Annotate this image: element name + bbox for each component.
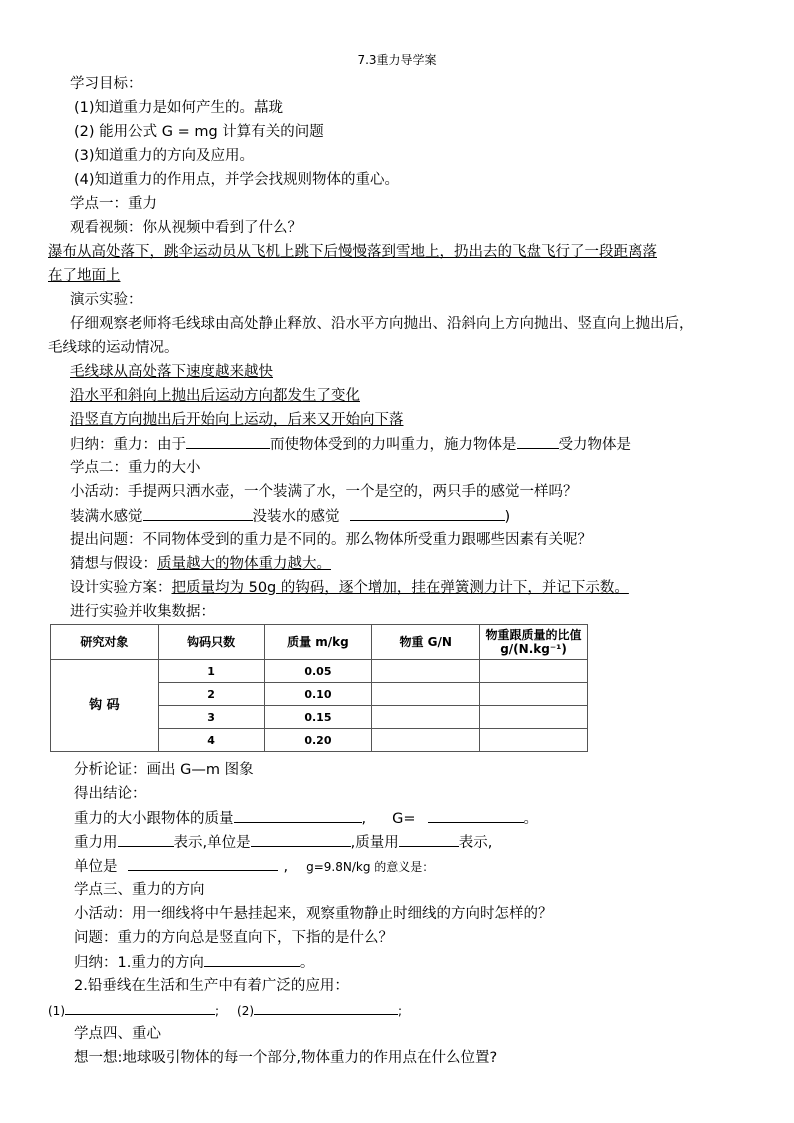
answer-blank[interactable] bbox=[428, 808, 524, 823]
data-table bbox=[50, 624, 588, 752]
table-header-row bbox=[51, 625, 588, 660]
answer-blank[interactable] bbox=[128, 856, 278, 871]
analysis-text: 分析论证：画出 G—m 图象 bbox=[74, 762, 254, 778]
count-cell: 3 bbox=[158, 706, 264, 729]
summary-text: 。 bbox=[299, 955, 315, 971]
app-end: ; bbox=[215, 1004, 220, 1018]
hypothesis bbox=[70, 554, 331, 574]
mass-cell: 0.10 bbox=[264, 683, 372, 706]
observation: 沿水平和斜向上抛出后运动方向都发生了变化 bbox=[70, 388, 360, 404]
objective-item: (1)知道重力是如何产生的。蕌珑 bbox=[74, 100, 284, 116]
weight-input-cell[interactable] bbox=[372, 660, 480, 683]
conclusion-line bbox=[74, 808, 538, 829]
conclusion-text: g=9.8N/kg 的意义是： bbox=[306, 860, 435, 874]
answer-blank[interactable] bbox=[251, 832, 351, 847]
answer-blank[interactable] bbox=[118, 832, 174, 847]
observation: 毛线球从高处落下速度越来越快 bbox=[70, 364, 273, 380]
mass-cell: 0.20 bbox=[264, 729, 372, 752]
full-label: 装满水感觉 bbox=[70, 509, 143, 525]
mass-cell: 0.05 bbox=[264, 660, 372, 683]
design-text: 把质量均为 50g 的钩码，逐个增加，挂在弹簧测力计下，并记下示数。 bbox=[171, 580, 629, 596]
count-cell: 2 bbox=[158, 683, 264, 706]
summary-text: 而使物体受到的力叫重力，施力物体是 bbox=[270, 437, 517, 453]
plumb-line-text: 2.铅垂线在生活和生产中有着广泛的应用： bbox=[74, 978, 349, 994]
conclusion-line bbox=[74, 856, 434, 877]
question-text: 提出问题：不同物体受到的重力是不同的。那么物体所受重力跟哪些因素有关呢？ bbox=[70, 532, 592, 548]
think-text: 想一想:地球吸引物体的每一个部分,物体重力的作用点在什么位置? bbox=[74, 1050, 498, 1066]
conclusion-line bbox=[74, 832, 492, 853]
paren-close: ) bbox=[504, 509, 511, 525]
conclusion-text: , bbox=[283, 859, 289, 875]
app-end: ; bbox=[398, 1004, 403, 1018]
direction-summary bbox=[74, 952, 314, 973]
feeling-line bbox=[70, 506, 510, 527]
conclusion-text: 单位是 bbox=[74, 859, 118, 875]
ratio-input-cell[interactable] bbox=[480, 729, 588, 752]
ratio-input-cell[interactable] bbox=[480, 660, 588, 683]
demo-text: 毛线球的运动情况。 bbox=[48, 340, 179, 356]
demo-heading: 演示实验： bbox=[70, 292, 143, 308]
video-answer: 在了地面上 bbox=[48, 268, 121, 284]
answer-blank[interactable] bbox=[517, 434, 559, 449]
header-cell: 钩码只数 bbox=[158, 625, 264, 660]
app-label: (2) bbox=[237, 1004, 255, 1018]
count-cell: 4 bbox=[158, 729, 264, 752]
conclusion-text: 表示, bbox=[458, 835, 493, 851]
collect-text: 进行实验并收集数据： bbox=[70, 604, 215, 620]
gravity-summary bbox=[70, 434, 631, 455]
empty-label: 没装水的感觉 bbox=[252, 509, 340, 525]
weight-input-cell[interactable] bbox=[372, 706, 480, 729]
answer-blank[interactable] bbox=[399, 832, 459, 847]
video-answer: 瀑布从高处落下，跳伞运动员从飞机上跳下后慢慢落到雪地上，扔出去的飞盘飞行了一段距离落 bbox=[48, 244, 657, 260]
hypothesis-label: 猜想与假设： bbox=[70, 556, 157, 572]
demo-text: 仔细观察老师将毛线球由高处静止释放、沿水平方向抛出、沿斜向上方向抛出、竖直向上抛出后， bbox=[70, 316, 694, 332]
object-cell: 钩 码 bbox=[51, 660, 159, 752]
answer-blank[interactable] bbox=[65, 1000, 215, 1015]
count-cell: 1 bbox=[158, 660, 264, 683]
header-cell: 研究对象 bbox=[51, 625, 159, 660]
answer-blank[interactable] bbox=[204, 952, 300, 967]
conclusion-text: 。 bbox=[523, 811, 538, 827]
conclusion-text: ,质量用 bbox=[350, 835, 399, 851]
objective-item: (3)知道重力的方向及应用。 bbox=[74, 148, 255, 164]
question-text: 问题：重力的方向总是竖直向下，下指的是什么？ bbox=[74, 930, 393, 946]
conclusion-heading: 得出结论： bbox=[74, 786, 147, 802]
objective-item: (2) 能用公式 G = mg 计算有关的问题 bbox=[74, 124, 324, 140]
header-cell: 物重 G/N bbox=[372, 625, 480, 660]
app-label: (1) bbox=[48, 1004, 65, 1018]
objectives-heading: 学习目标： bbox=[70, 76, 143, 92]
conclusion-text: , bbox=[361, 811, 367, 827]
conclusion-text: 重力用 bbox=[74, 835, 118, 851]
activity-text: 小活动：用一细线将中午悬挂起来，观察重物静止时细线的方向时怎样的？ bbox=[74, 906, 553, 922]
ratio-input-cell[interactable] bbox=[480, 706, 588, 729]
observation: 沿竖直方向抛出后开始向上运动，后来又开始向下落 bbox=[70, 412, 404, 428]
weight-input-cell[interactable] bbox=[372, 683, 480, 706]
mass-cell: 0.15 bbox=[264, 706, 372, 729]
conclusion-text: G= bbox=[392, 811, 416, 827]
answer-blank[interactable] bbox=[186, 434, 270, 449]
summary-text: 归纳：重力：由于 bbox=[70, 437, 186, 453]
answer-blank[interactable] bbox=[254, 1000, 398, 1015]
answer-blank[interactable] bbox=[350, 506, 505, 521]
weight-input-cell[interactable] bbox=[372, 729, 480, 752]
point2-heading: 学点二：重力的大小 bbox=[70, 460, 201, 476]
conclusion-text: 表示,单位是 bbox=[173, 835, 251, 851]
hypothesis-text: 质量越大的物体重力越大。 bbox=[157, 556, 331, 572]
conclusion-text: 重力的大小跟物体的质量 bbox=[74, 811, 234, 827]
activity-text: 小活动：手提两只洒水壶，一个装满了水，一个是空的，两只手的感觉一样吗？ bbox=[70, 484, 578, 500]
page-title: 7.3重力导学案 bbox=[357, 53, 437, 67]
header-cell: 质量 m/kg bbox=[264, 625, 372, 660]
point3-heading: 学点三、重力的方向 bbox=[74, 882, 205, 898]
design-label: 设计实验方案： bbox=[70, 580, 172, 596]
applications-line bbox=[48, 1000, 402, 1021]
answer-blank[interactable] bbox=[234, 808, 362, 823]
point4-heading: 学点四、重心 bbox=[74, 1026, 161, 1042]
video-question: 观看视频：你从视频中看到了什么？ bbox=[70, 220, 302, 236]
ratio-input-cell[interactable] bbox=[480, 683, 588, 706]
summary-text: 归纳：1.重力的方向 bbox=[74, 955, 204, 971]
objective-item: (4)知道重力的作用点，并学会找规则物体的重心。 bbox=[74, 172, 400, 188]
summary-text: 受力物体是 bbox=[558, 437, 631, 453]
answer-blank[interactable] bbox=[143, 506, 253, 521]
table-row bbox=[51, 660, 588, 683]
point1-heading: 学点一：重力 bbox=[70, 196, 157, 212]
design bbox=[70, 578, 629, 598]
header-cell: 物重跟质量的比值 g/(N.kg⁻¹) bbox=[480, 625, 588, 660]
